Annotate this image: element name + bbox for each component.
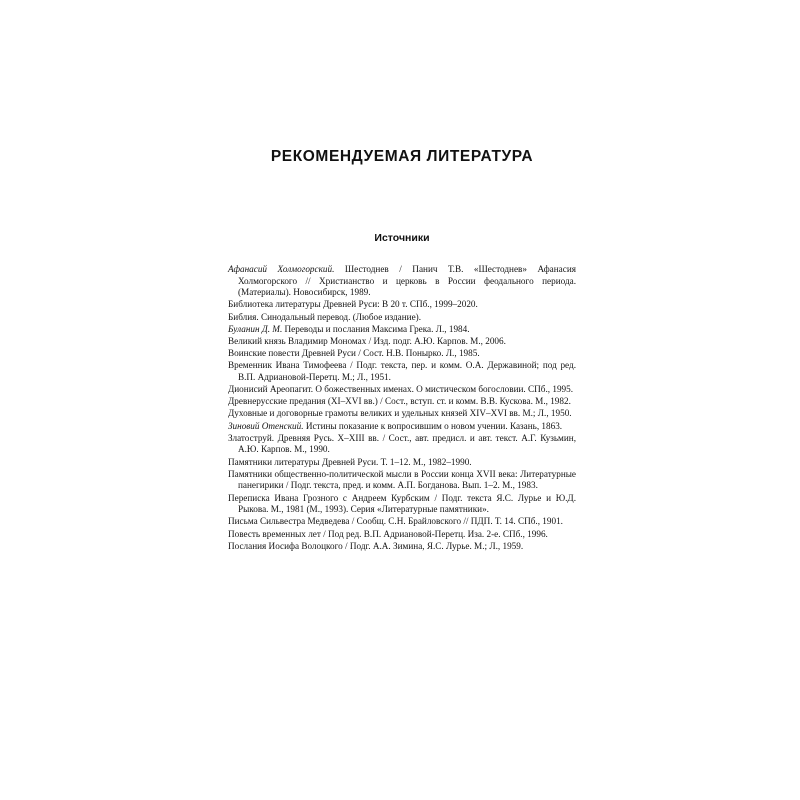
page-title: РЕКОМЕНДУЕМАЯ ЛИТЕРАТУРА [270, 148, 534, 165]
bibliography-entry [228, 541, 576, 553]
bibliography-entry [228, 408, 576, 420]
bibliography-entry-body: Шестоднев / Панич Т.В. «Шестоднев» Афанасия Холмогорского // Христианство и церковь в России феодального периода. (Материалы). Новосибирск, 1989. [238, 264, 576, 298]
bibliography-entry-body: Временник Ивана Тимофеева / Подг. текста, пер. и комм. О.А. Державиной; под ред. В.П. Адриановой-Перетц. М.; Л., 1951. [228, 360, 576, 382]
bibliography-entry-body: Переписка Ивана Грозного с Андреем Курбским / Подг. текста Я.С. Лурье и Ю.Д. Рыкова. М., 1981 (М., 1993). Серия «Литературные памятники». [228, 492, 576, 515]
bibliography-entry-text [228, 396, 571, 406]
bibliography-entry [228, 264, 576, 299]
bibliography-entry-text [228, 324, 470, 334]
bibliography-entry-author: Зиновий Отенский. [228, 420, 304, 431]
bibliography-entry [228, 457, 576, 469]
bibliography-entry [228, 312, 576, 324]
bibliography-entry-body: Дионисий Ареопагит. О божественных именах. О мистическом богословии. СПб., 1995. [228, 384, 574, 395]
bibliography-entry-text [228, 408, 572, 418]
bibliography-entry-text [228, 421, 562, 431]
bibliography-entry [228, 396, 576, 408]
bibliography-entry [228, 336, 576, 348]
bibliography-entry [228, 324, 576, 336]
bibliography-entry [228, 384, 576, 396]
section-title-sources: Источники [374, 232, 430, 244]
bibliography-entry-body: Великий князь Владимир Мономах / Изд. подг. А.Ю. Карпов. М., 2006. [228, 335, 506, 346]
bibliography-entry-body: Древнерусские предания (XI–XVI вв.) / Сост., вступ. ст. и комм. В.В. Кускова. М., 1982. [228, 396, 571, 407]
bibliography-entry-text [228, 384, 573, 394]
bibliography-entry-text [228, 336, 506, 346]
bibliography-entry-body: Послания Иосифа Волоцкого / Подг. А.А. Зимина, Я.С. Лурье. М.; Л., 1959. [228, 540, 524, 551]
bibliography-entry-body: Памятники общественно-политической мысли в России конца XVII века: Литературные панегирики / Подг. текста, пред. и комм. А.П. Богданова. Вып. 1–2. М., 1983. [228, 468, 576, 491]
bibliography-entry-body: Письма Сильвестра Медведева / Сообщ. С.Н. Брайловского // ПДП. Т. 14. СПб., 1901. [228, 516, 563, 527]
bibliography-entry-body: Истины показание к вопросившим о новом учении. Казань, 1863. [303, 420, 563, 431]
page-content [228, 148, 576, 553]
bibliography-entry-text [228, 360, 576, 382]
bibliography-entry [228, 348, 576, 360]
bibliography-entry-text [228, 529, 548, 539]
bibliography-entry-body: Библия. Синодальный перевод. (Любое издание). [228, 311, 422, 322]
bibliography-entry [228, 493, 576, 516]
bibliography-entry-body: Переводы и послания Максима Грека. Л., 1984. [282, 323, 470, 334]
bibliography-entry [228, 516, 576, 528]
bibliography-entry [228, 433, 576, 456]
bibliography-entry-text [228, 493, 576, 515]
bibliography-entry [228, 421, 576, 433]
bibliography-entry-text [228, 348, 480, 358]
bibliography-entry-body: Повесть временных лет / Под ред. В.П. Адриановой-Перетц. Иза. 2-е. СПб., 1996. [228, 528, 548, 539]
bibliography-entry [228, 360, 576, 383]
bibliography-entry-author: Афанасий Холмогорский. [228, 264, 335, 274]
bibliography-entry-text [228, 312, 421, 322]
bibliography-entry-body: Духовные и договорные грамоты великих и удельных князей XIV–XVI вв. М.; Л., 1950. [228, 408, 572, 419]
bibliography-entry-text [228, 433, 576, 455]
bibliography-entry-body: Памятники литературы Древней Руси. Т. 1–12. М., 1982–1990. [228, 456, 472, 467]
bibliography-entry-body: Златоструй. Древняя Русь. X–XIII вв. / Сост., авт. предисл. и авт. текст. А.Г. Кузьмин, А.Ю. Карпов. М., 1990. [228, 432, 576, 455]
bibliography-entry-body: Воинские повести Древней Руси / Сост. Н.В. Понырко. Л., 1985. [228, 348, 480, 359]
bibliography-entry-text [228, 457, 472, 467]
bibliography-entry [228, 299, 576, 311]
bibliography-entry-text [228, 299, 478, 309]
bibliography-entry [228, 469, 576, 492]
bibliography-entry-body: Библиотека литературы Древней Руси: В 20 т. СПб., 1999–2020. [228, 299, 478, 310]
bibliography-entry-text [228, 264, 576, 297]
bibliography-entry-author: Буланин Д. М. [228, 323, 283, 334]
bibliography-entry-text [228, 469, 576, 491]
bibliography-entry [228, 529, 576, 541]
bibliography-entry-text [228, 541, 523, 551]
bibliography-list [228, 264, 576, 552]
bibliography-entry-text [228, 516, 563, 526]
